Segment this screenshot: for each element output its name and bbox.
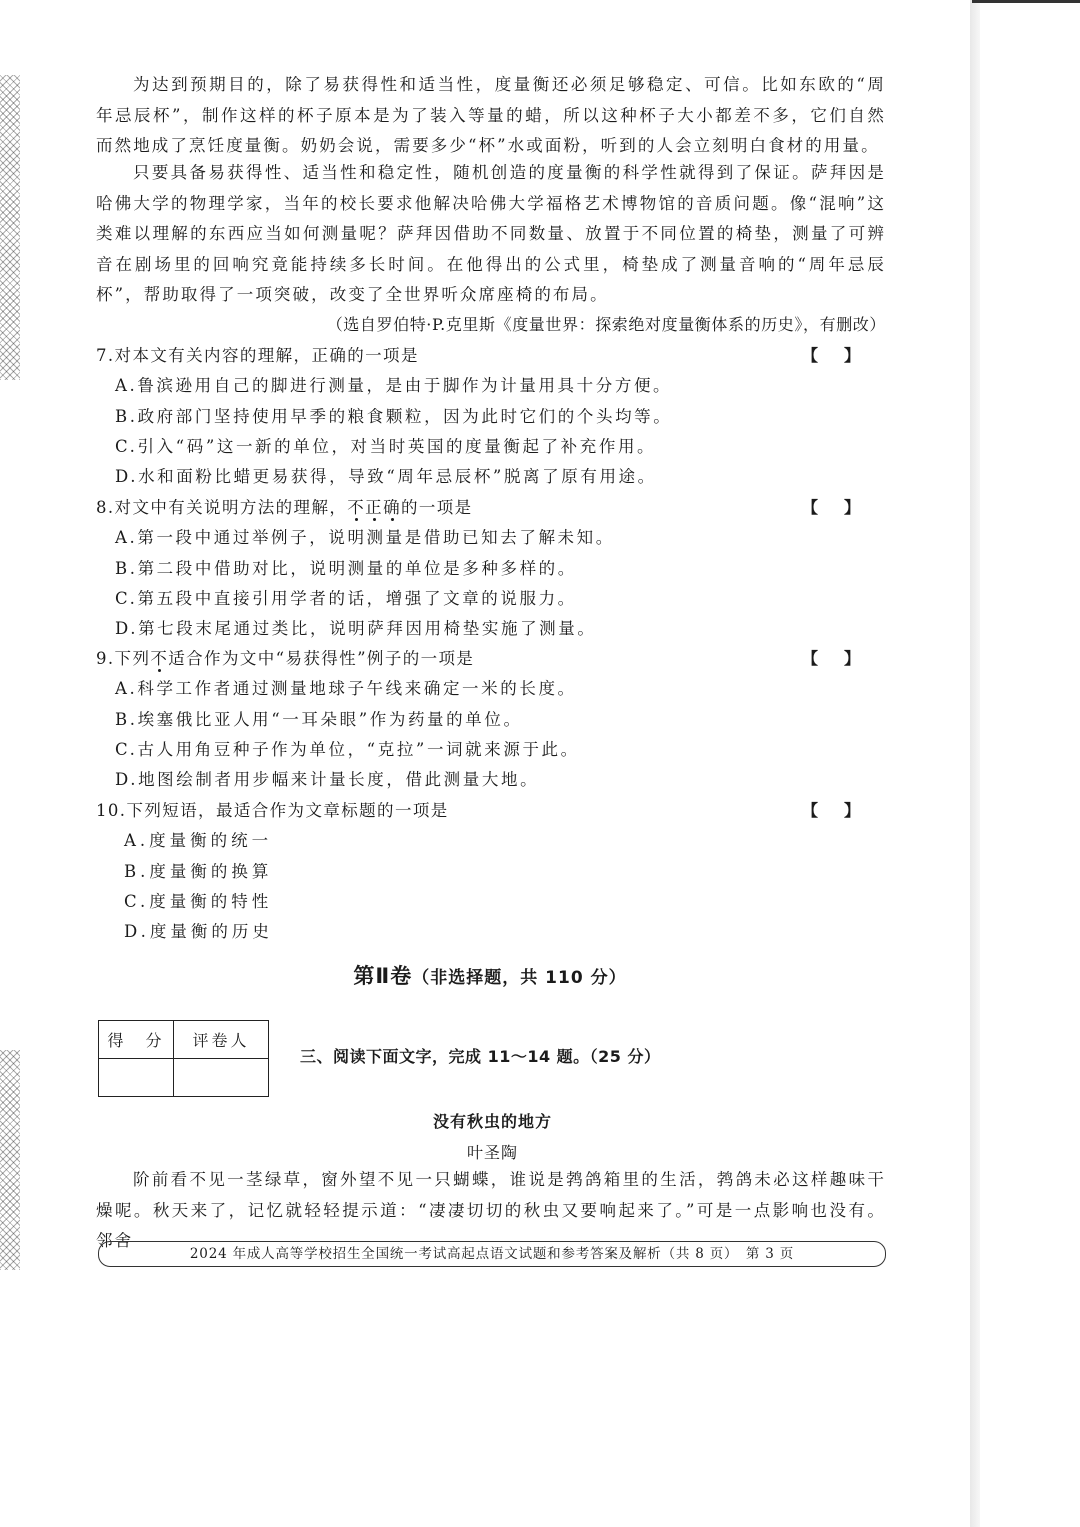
- emphasis-dot-char: 不: [347, 498, 366, 517]
- option-d: D.水和面粉比蜡更易获得，导致“周年忌辰杯”脱离了原有用途。: [115, 467, 657, 487]
- passage-paragraph-1: 为达到预期目的，除了易获得性和适当性，度量衡还必须足够稳定、可信。比如东欧的“周年忌辰杯”，制作这样的杯子原本是为了装入等量的蜡，所以这种杯子大小都差不多，它们自然而然地成了烹饪度量衡。奶奶会说，需要多少“杯”水或面粉，听到的人会立刻明白食材的用量。: [96, 75, 886, 156]
- question-stem: 8.对文中有关说明方法的理解，不正确的一项是: [96, 498, 473, 517]
- passage-paragraph-2: 只要具备易获得性、适当性和稳定性，随机创造的度量衡的科学性就得到了保证。萨拜因是哈佛大学的物理学家，当年的校长要求他解决哈佛大学福格艺术博物馆的音质问题。像“混响”这类难以理解的东西应当如何测量呢？萨拜因借助不同数量、放置于不同位置的椅垫，测量了可辨音在剧场里的回响究竟能持续多长时间。在他得出的公式里，椅垫成了测量音响的“周年忌辰杯”，帮助取得了一项突破，改变了全世界听众席座椅的布局。: [96, 163, 886, 305]
- option-c: C.古人用角豆种子作为单位，“克拉”一词就来源于此。: [115, 739, 580, 759]
- score-header: 得 分: [99, 1021, 174, 1059]
- option-c: C.引入“码”这一新的单位，对当时英国的度量衡起了补充作用。: [115, 436, 657, 456]
- passage-source: （选自罗伯特·P.克里斯《度量世界：探索绝对度量衡体系的历史》，有删改）: [326, 315, 886, 334]
- option-a: A.鲁滨逊用自己的脚进行测量，是由于脚作为计量用具十分方便。: [115, 376, 673, 396]
- emphasis-dot-char: 正: [365, 498, 384, 517]
- part-3-heading: 三、阅读下面文字，完成 11～14 题。（25 分）: [300, 1047, 661, 1066]
- score-cell[interactable]: [99, 1059, 174, 1097]
- question-7: [96, 341, 886, 492]
- question-stem: 9.下列不适合作为文中“易获得性”例子的一项是: [96, 649, 475, 668]
- answer-bracket[interactable]: 【】: [801, 498, 886, 517]
- grader-cell[interactable]: [174, 1059, 269, 1097]
- page-footer: 2024 年成人高等学校招生全国统一考试高起点语文试题和参考答案及解析（共 8 页） 第 3 页: [98, 1241, 886, 1267]
- question-10: [96, 796, 886, 947]
- question-stem: 10.下列短语，最适合作为文章标题的一项是: [96, 801, 449, 820]
- option-a: A.度量衡的统一: [124, 831, 273, 851]
- article-author: 叶圣陶: [466, 1143, 518, 1162]
- scan-top-right-line: [972, 0, 1080, 3]
- section-title: 第Ⅱ卷（非选择题，共 110 分）: [353, 964, 627, 988]
- option-d: D.度量衡的历史: [124, 922, 273, 942]
- answer-bracket[interactable]: 【】: [801, 801, 886, 820]
- option-d: D.地图绘制者用步幅来计量长度，借此测量大地。: [115, 770, 540, 790]
- option-c: C.第五段中直接引用学者的话，增强了文章的说服力。: [115, 588, 577, 608]
- emphasis-dot-char: 确: [383, 498, 401, 517]
- option-b: B.第二段中借助对比，说明测量的单位是多种多样的。: [115, 558, 577, 578]
- option-d: D.第七段末尾通过类比，说明萨拜因用椅垫实施了测量。: [115, 619, 597, 639]
- option-b: B.度量衡的换算: [124, 861, 273, 881]
- question-stem: 7.对本文有关内容的理解，正确的一项是: [96, 346, 419, 365]
- option-c: C.度量衡的特性: [124, 891, 273, 911]
- grader-header: 评卷人: [174, 1021, 269, 1059]
- question-9: [96, 644, 886, 795]
- question-8: [96, 493, 886, 644]
- option-b: B.政府部门坚持使用早季的粮食颗粒，因为此时它们的个头均等。: [115, 406, 673, 426]
- article-text: 阶前看不见一茎绿草，窗外望不见一只蝴蝶，谁说是鹁鸽箱里的生活，鹁鸽未必这样趣味干燥呢。秋天来了，记忆就轻轻提示道：“凄凄切切的秋虫又要响起来了。”可是一点影响也没有。邻舍: [96, 1170, 886, 1251]
- answer-bracket[interactable]: 【】: [801, 346, 886, 365]
- emphasis-dot-char: 不: [150, 649, 169, 668]
- score-table: [98, 1020, 269, 1097]
- answer-bracket[interactable]: 【】: [801, 649, 886, 668]
- option-a: A.科学工作者通过测量地球子午线来确定一米的长度。: [115, 679, 577, 699]
- option-a: A.第一段中通过举例子，说明测量是借助已知去了解未知。: [115, 528, 615, 548]
- option-b: B.埃塞俄比亚人用“一耳朵眼”作为药量的单位。: [115, 709, 523, 729]
- article-title: 没有秋虫的地方: [432, 1112, 552, 1131]
